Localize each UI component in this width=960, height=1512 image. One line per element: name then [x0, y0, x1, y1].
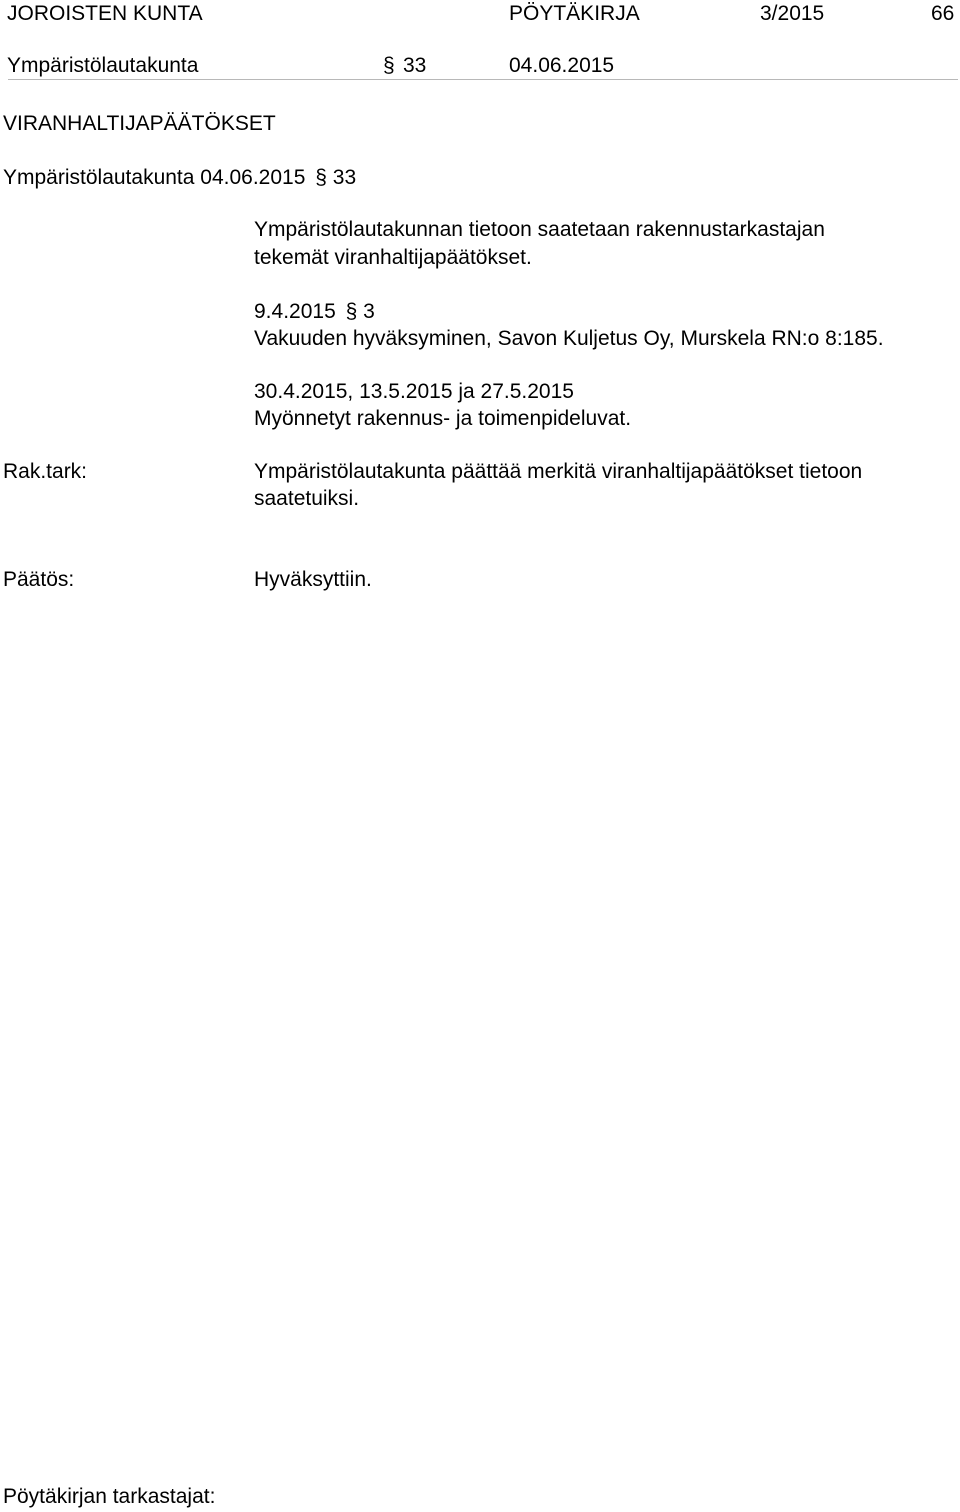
reference-section-number: 33 — [332, 166, 357, 189]
item-reference — [3, 165, 356, 191]
page-number: 66 — [931, 2, 955, 25]
reference-board-date: Ympäristölautakunta 04.06.2015 — [3, 166, 306, 189]
decision-1-section-number: 3 — [363, 300, 375, 323]
intro-line-1: Ympäristölautakunnan tietoon saatetaan rakennustarkastajan — [254, 218, 825, 241]
decision-2-text: Myönnetyt rakennus- ja toimenpideluvat. — [254, 407, 632, 430]
document-number: 3/2015 — [760, 2, 825, 25]
municipality-name: JOROISTEN KUNTA — [7, 2, 203, 25]
section-symbol: § — [383, 54, 395, 77]
item-title: VIRANHALTIJAPÄÄTÖKSET — [3, 112, 276, 135]
meeting-date: 04.06.2015 — [509, 54, 615, 77]
decision-1-section-symbol: § — [345, 300, 358, 323]
decision-1-text: Vakuuden hyväksyminen, Savon Kuljetus Oy, Murskela RN:o 8:185. — [254, 327, 884, 350]
reference-section-symbol: § — [315, 166, 327, 189]
decision-text: Hyväksyttiin. — [254, 568, 372, 591]
proposal-line-2: saatetuiksi. — [254, 487, 360, 510]
header-divider — [8, 79, 958, 80]
proposal-line-1: Ympäristölautakunta päättää merkitä viranhaltijapäätökset tietoon — [254, 460, 863, 483]
intro-line-2: tekemät viranhaltijapäätökset. — [254, 246, 532, 269]
reviewers-label: Pöytäkirjan tarkastajat: — [3, 1485, 216, 1508]
decision-1-heading — [254, 299, 375, 325]
decision-1-date: 9.4.2015 — [254, 300, 336, 323]
decision-2-dates: 30.4.2015, 13.5.2015 ja 27.5.2015 — [254, 380, 574, 403]
proposal-label: Rak.tark: — [3, 460, 88, 483]
document-type: PÖYTÄKIRJA — [509, 2, 640, 25]
section-number: 33 — [403, 54, 427, 77]
board-name: Ympäristölautakunta — [7, 54, 199, 77]
decision-label: Päätös: — [3, 568, 75, 591]
